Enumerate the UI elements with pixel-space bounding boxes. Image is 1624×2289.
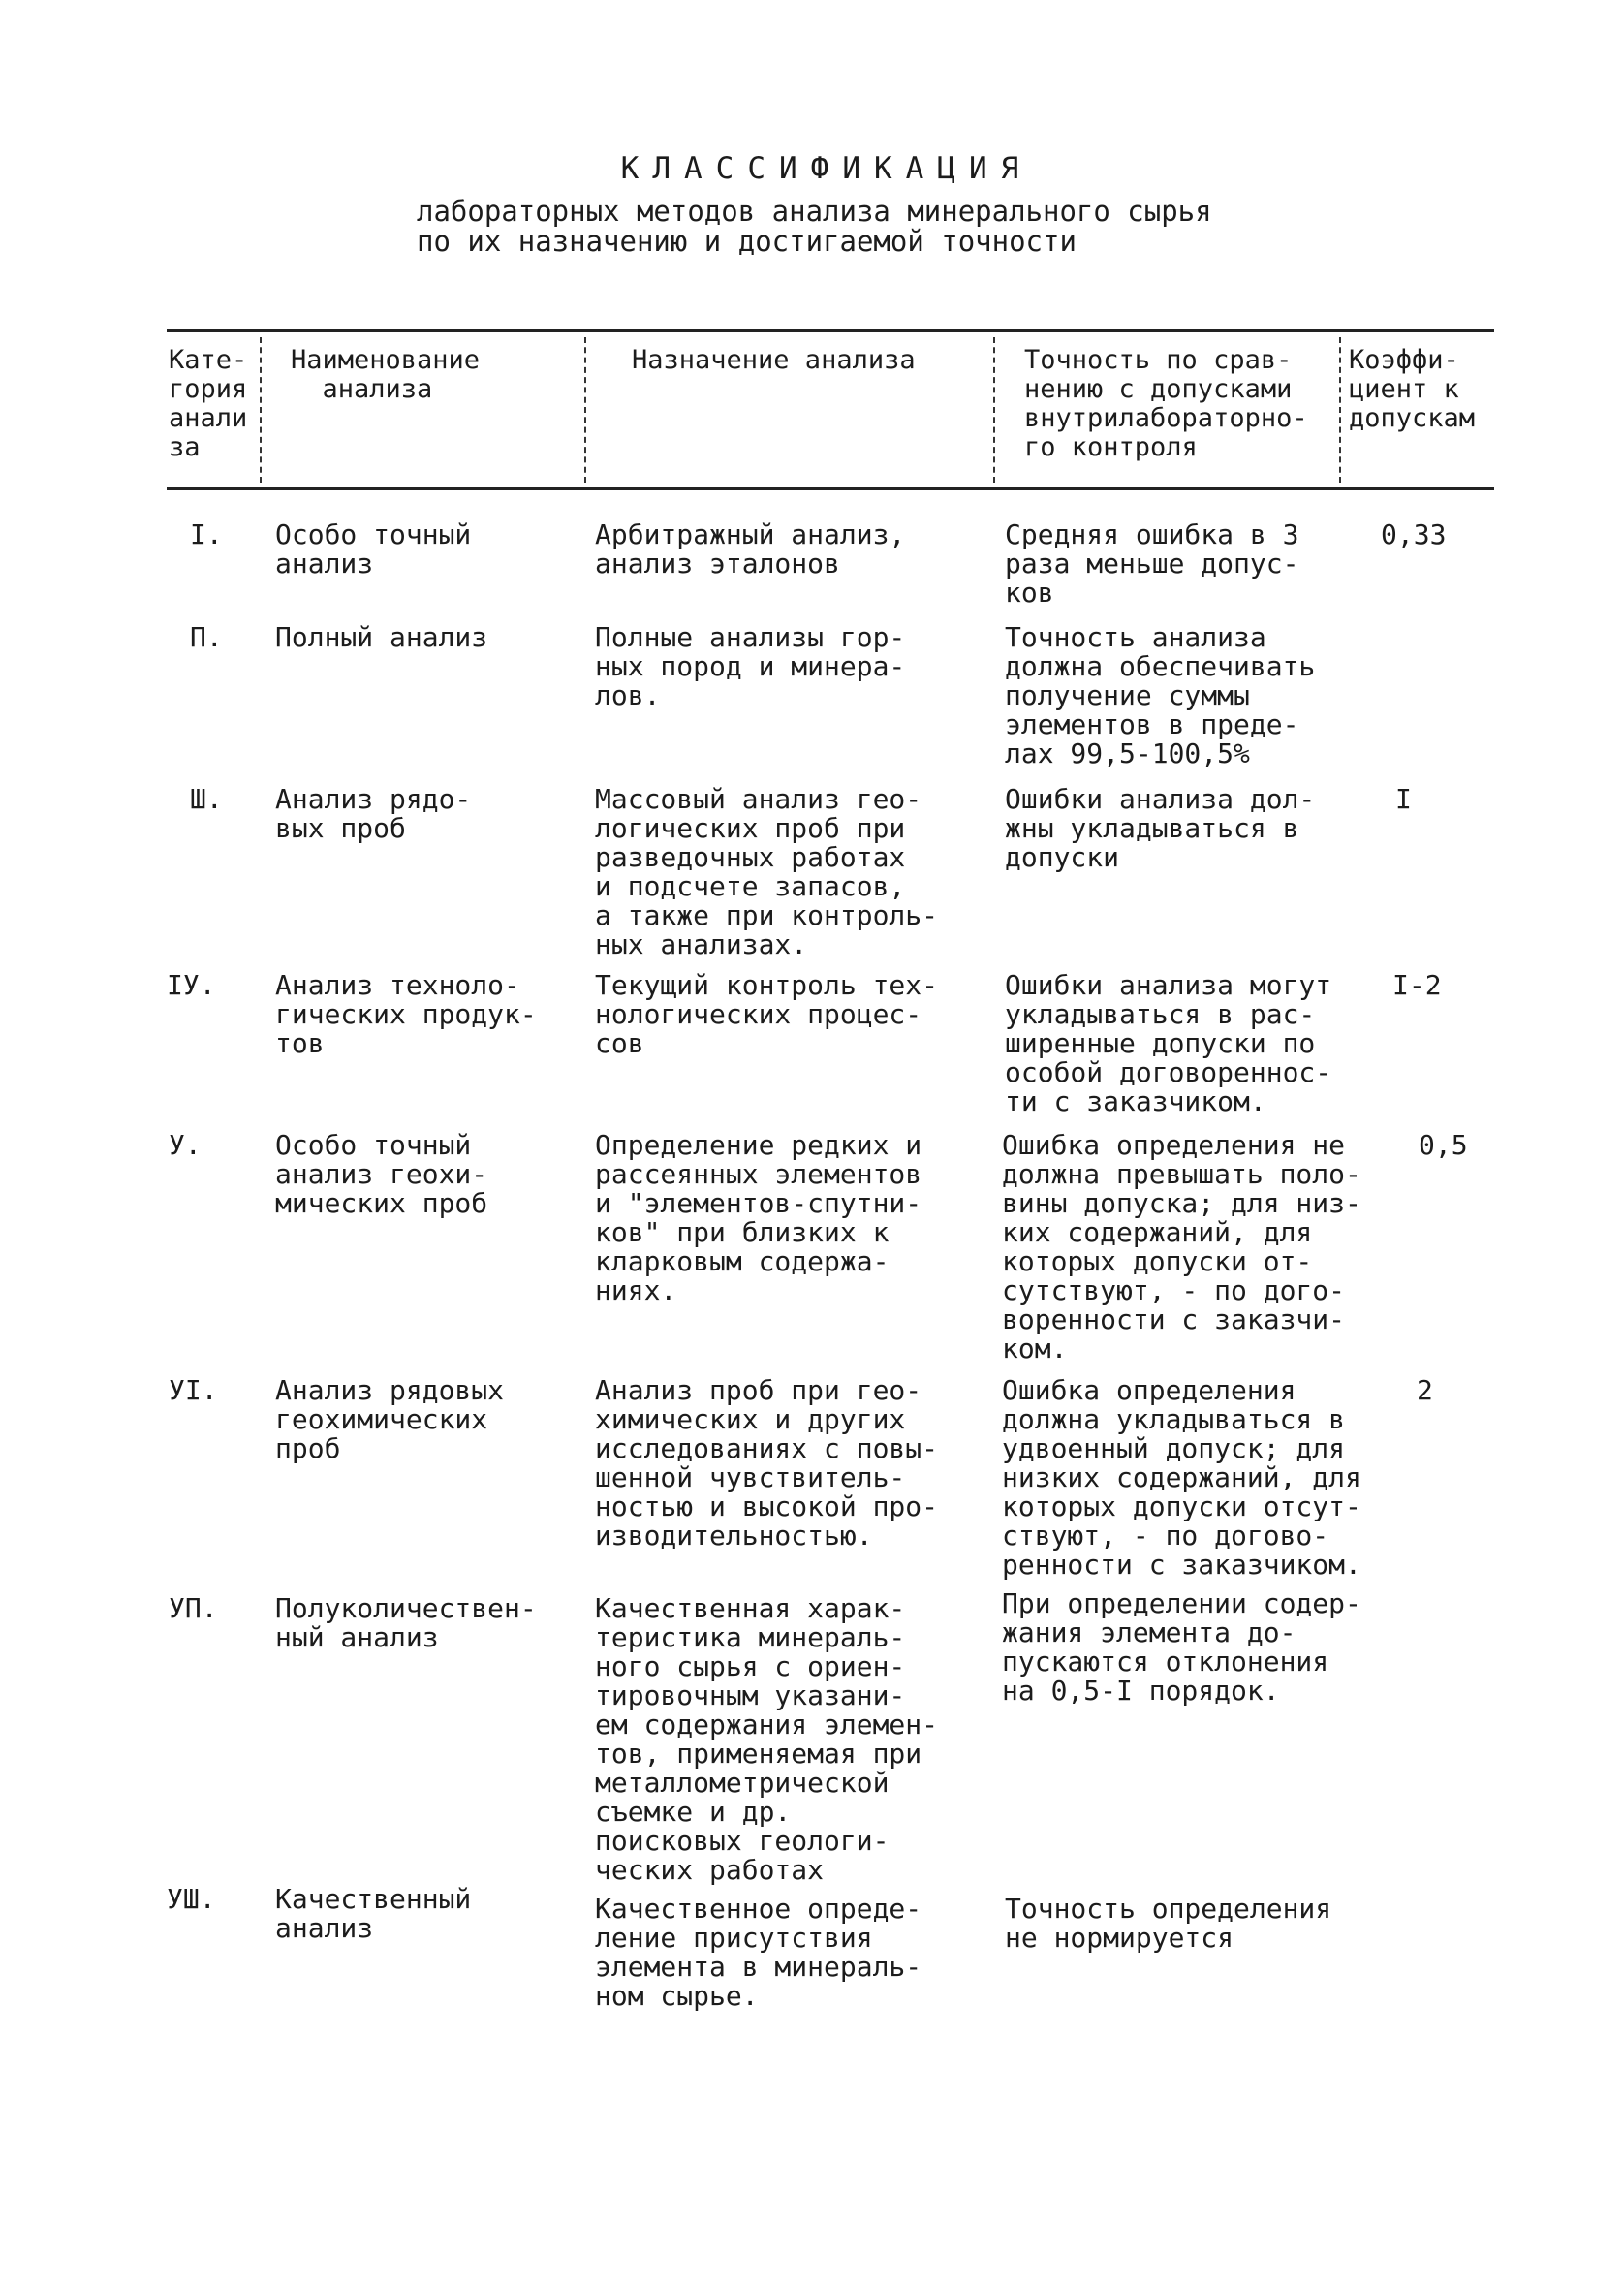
table-row-purpose: Текущий контроль тех- нологических процес- сов — [595, 969, 939, 1059]
header-purpose: Назначение анализа — [632, 345, 916, 375]
table-row-category: I. — [190, 518, 223, 550]
table-row-category: УI. — [169, 1374, 218, 1406]
table-row-name: Анализ техноло- гических продук- тов — [275, 969, 537, 1059]
table-row-accuracy: Ошибки анализа дол- жны укладываться в допуски — [1005, 783, 1316, 873]
table-row-coefficient: 2 — [1417, 1374, 1433, 1406]
table-row-category: УШ. — [167, 1883, 216, 1915]
table-row-purpose: Арбитражный анализ, анализ эталонов — [595, 518, 906, 580]
header-divider-1 — [260, 337, 262, 483]
table-row-purpose: Качественное опреде- ление присутствия элемента в минераль- ном сырье. — [595, 1893, 922, 2012]
table-row-name: Особо точный анализ — [275, 518, 472, 580]
header-coefficient: Коэффи- циент к допускам — [1349, 345, 1476, 433]
table-row-name: Особо точный анализ геохи- мических проб — [275, 1129, 488, 1219]
table-row-accuracy: Точность анализа должна обеспечивать получение суммы элементов в преде- лах 99,5-100,5% — [1005, 621, 1316, 769]
table-row-name: Полуколичествен- ный анализ — [275, 1592, 537, 1653]
table-row-category: У. — [169, 1129, 202, 1161]
table-row-accuracy: Ошибки анализа могут укладываться в рас- ширенные допуски по особой договореннос- ти с заказчиком. — [1005, 969, 1332, 1117]
header-divider-3 — [993, 337, 995, 483]
table-row-accuracy: Точность определения не нормируется — [1005, 1893, 1332, 1954]
table-row-accuracy: При определении содер- жания элемента до- пускаются отклонения на 0,5-I порядок. — [1002, 1587, 1361, 1707]
table-row-purpose: Массовый анализ гео- логических проб при разведочных работах и подсчете запасов, а также при контроль- ных анализах. — [595, 783, 939, 960]
table-row-coefficient: I — [1395, 783, 1412, 815]
table-row-accuracy: Средняя ошибка в 3 раза меньше допус- ков — [1005, 518, 1299, 609]
table-row-coefficient: 0,33 — [1381, 518, 1447, 550]
table-row-purpose: Анализ проб при гео- химических и других исследованиях с повы- шенной чувствитель- ностью и высокой про- изводительностью. — [595, 1374, 939, 1552]
table-row-category: УП. — [169, 1592, 218, 1624]
table-row-coefficient: I-2 — [1392, 969, 1442, 1001]
table-top-rule — [167, 329, 1494, 332]
document-title: КЛАССИФИКАЦИЯ — [620, 151, 1033, 186]
table-header-rule — [167, 487, 1494, 490]
table-row-purpose: Полные анализы гор- ных пород и минера- лов. — [595, 621, 906, 711]
header-divider-2 — [584, 337, 586, 483]
header-name: Наименование анализа — [291, 345, 481, 404]
header-category: Кате- гория анали за — [169, 345, 248, 462]
table-row-accuracy: Ошибка определения не должна превышать поло- вины допуска; для низ- ких содержаний, для которых допуски от- сутствуют, - по дого- воренности с заказчи- ком. — [1002, 1129, 1361, 1364]
table-row-category: IУ. — [167, 969, 216, 1001]
table-row-name: Анализ рядовых геохимических проб — [275, 1374, 505, 1464]
table-row-category: Ш. — [190, 783, 223, 815]
table-row-coefficient: 0,5 — [1419, 1129, 1468, 1161]
table-row-accuracy: Ошибка определения должна укладываться в удвоенный допуск; для низких содержаний, для которых допуски отсут- ствуют, - по догово- ренности с заказчиком. — [1002, 1374, 1361, 1581]
table-row-name: Качественный анализ — [275, 1883, 472, 1944]
document-subtitle-line-2: по их назначению и достигаемой точности — [417, 225, 1077, 258]
header-accuracy: Точность по срав- нению с допусками внутрилабораторно- го контроля — [1024, 345, 1308, 462]
table-row-purpose: Качественная харак- теристика минераль- ного сырья с ориен- тировочным указани- ем содержания элемен- тов, применяемая при металлометрической съемке и др. поисковых геологи- ческих работах — [595, 1592, 939, 1886]
table-row-name: Анализ рядо- вых проб — [275, 783, 472, 844]
document-subtitle-line-1: лабораторных методов анализа минерального сырья — [417, 195, 1212, 228]
table-row-category: П. — [190, 621, 223, 653]
table-row-purpose: Определение редких и рассеянных элементов и "элементов-спутни- ков" при близких к кларковым содержа- ниях. — [595, 1129, 922, 1306]
table-row-name: Полный анализ — [275, 621, 488, 653]
header-divider-4 — [1339, 337, 1341, 483]
